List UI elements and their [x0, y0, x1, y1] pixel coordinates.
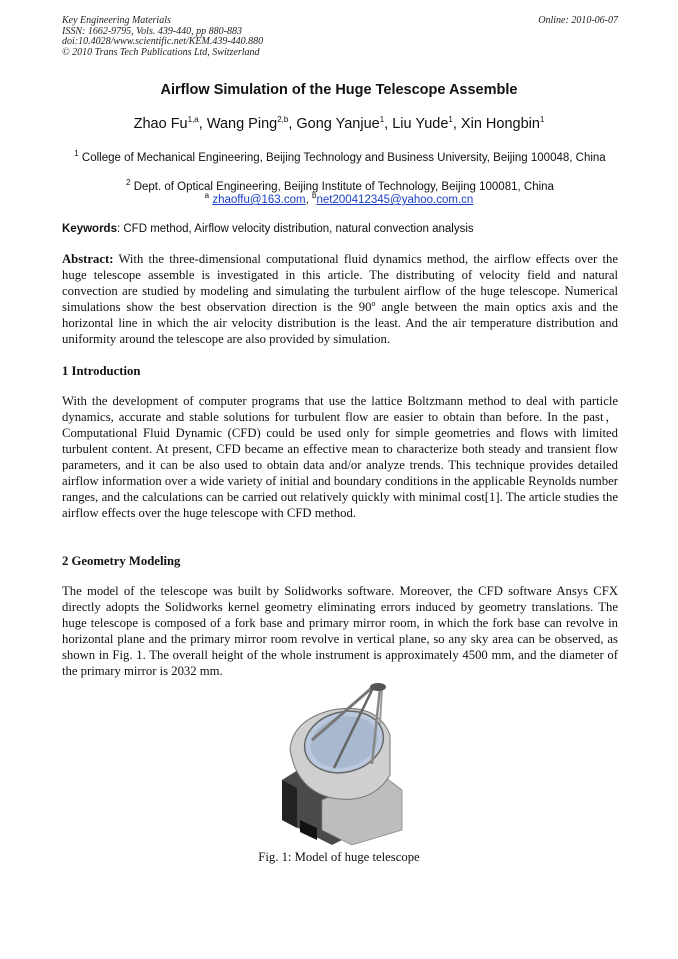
author-name: Wang Ping	[206, 116, 278, 132]
online-date: Online: 2010-06-07	[538, 15, 618, 26]
affiliation-1: $^1$ College of Mechanical Engineering, Beijing Technology and Business University, Beijing 100048, China	[74, 149, 606, 164]
email-link-a[interactable]: zhaoffu@163.com	[212, 194, 306, 206]
author-affiliation-mark: 1	[539, 115, 545, 125]
author-affiliation-mark: 1	[448, 115, 453, 125]
issn-line: ISSN: 1662-9795, Vols. 439-440, pp 880-883	[62, 25, 242, 37]
email-list: $^a$ zhaoffu@163.com, $^b$net200412345@yahoo.com.cn	[204, 191, 474, 206]
affiliation-2: $^2$ Dept. of Optical Engineering, Beijing Institute of Technology, Beijing 100081, China	[126, 178, 554, 193]
telescope-figure	[262, 680, 412, 845]
keywords	[62, 223, 618, 235]
author-list: Zhao Fu$^{1,a}$, Wang Ping$^{2,b}$, Gong Yanjue$^1$, Liu Yude$^1$, Xin Hongbin$^1$	[133, 115, 545, 132]
figure-caption: Fig. 1: Model of huge telescope	[258, 850, 420, 864]
doi-line: doi:10.4028/www.scientific.net/KEM.439-440.880	[62, 36, 264, 47]
abstract-label: Abstract:	[62, 252, 114, 266]
section-heading-geometry: 2 Geometry Modeling	[62, 554, 181, 568]
journal-name: Key Engineering Materials	[62, 15, 171, 26]
paper-title: Airflow Simulation of the Huge Telescope Assemble	[160, 82, 518, 98]
author-affiliation-mark: 1	[379, 115, 385, 125]
keywords-label: Keywords	[62, 223, 117, 235]
abstract: Abstract: With the three-dimensional computational fluid dynamics method, the airflow effects over the huge telescope assemble is investigated in this article. The distributing of velocity field and natural convection are studied by modeling and simulating the turbulent airflow of the huge telescope. Numerical simulations show the best observation direction is the 90$^o$ angle between the main optics axis and the horizontal line in which the air velocity distribution is the least. And the air temperature distribution and uniformity around the telescope are also provided by simulation.	[62, 252, 618, 346]
journal-header	[62, 16, 618, 58]
author-name: Liu Yude	[392, 116, 449, 132]
secondary-mirror	[370, 683, 386, 691]
author-affiliation-mark: 2,b	[277, 115, 289, 125]
author-affiliation-mark: 1,a	[187, 115, 199, 125]
section-heading-introduction: 1 Introduction	[62, 364, 141, 378]
author-name: Xin Hongbin	[460, 116, 540, 132]
telescope-model-image	[262, 680, 412, 845]
fork-side	[282, 780, 297, 828]
copyright-line: © 2010 Trans Tech Publications Ltd, Switzerland	[62, 46, 260, 58]
author-name: Gong Yanjue	[296, 116, 380, 132]
email-link-b[interactable]: net200412345@yahoo.com.cn	[316, 194, 474, 206]
geometry-paragraph: The model of the telescope was built by Solidworks software. Moreover, the CFD software Ansys CFX directly adopts the Solidworks kernel geometry eliminating errors induced by geometry translations. The huge telescope is composed of a fork base and primary mirror room, in which the fork base can revolve in horizontal plane and the primary mirror room revolve in vertical plane, so any sky area can be observed, as shown in Fig. 1. The overall height of the whole instrument is approximately 4500 mm, and the diameter of the primary mirror is 2032 mm.	[62, 584, 618, 678]
keywords-text: : CFD method, Airflow velocity distribution, natural convection analysis	[116, 223, 474, 235]
introduction-paragraph: With the development of computer programs that use the lattice Boltzmann method to deal with particle dynamics, accurate and stable solutions for turbulent flow are easier to obtain than before. In the past，Computational Fluid Dynamic (CFD) could be used only for simple geometries and flows with limited turbulent content. At present, CFD became an effective mean to characterize both steady and transient flow parameters, and it can be also used to obtain data and/or analyze trends. This technique provides detailed airflow information over a wide variety of initial and boundary conditions in the applicable Reynolds number ranges, and the calculations can be carried out relatively quickly with minimal cost[1]. The article studies the airflow effects over the huge telescope with CFD method.	[62, 394, 618, 520]
author-name: Zhao Fu	[133, 116, 188, 132]
